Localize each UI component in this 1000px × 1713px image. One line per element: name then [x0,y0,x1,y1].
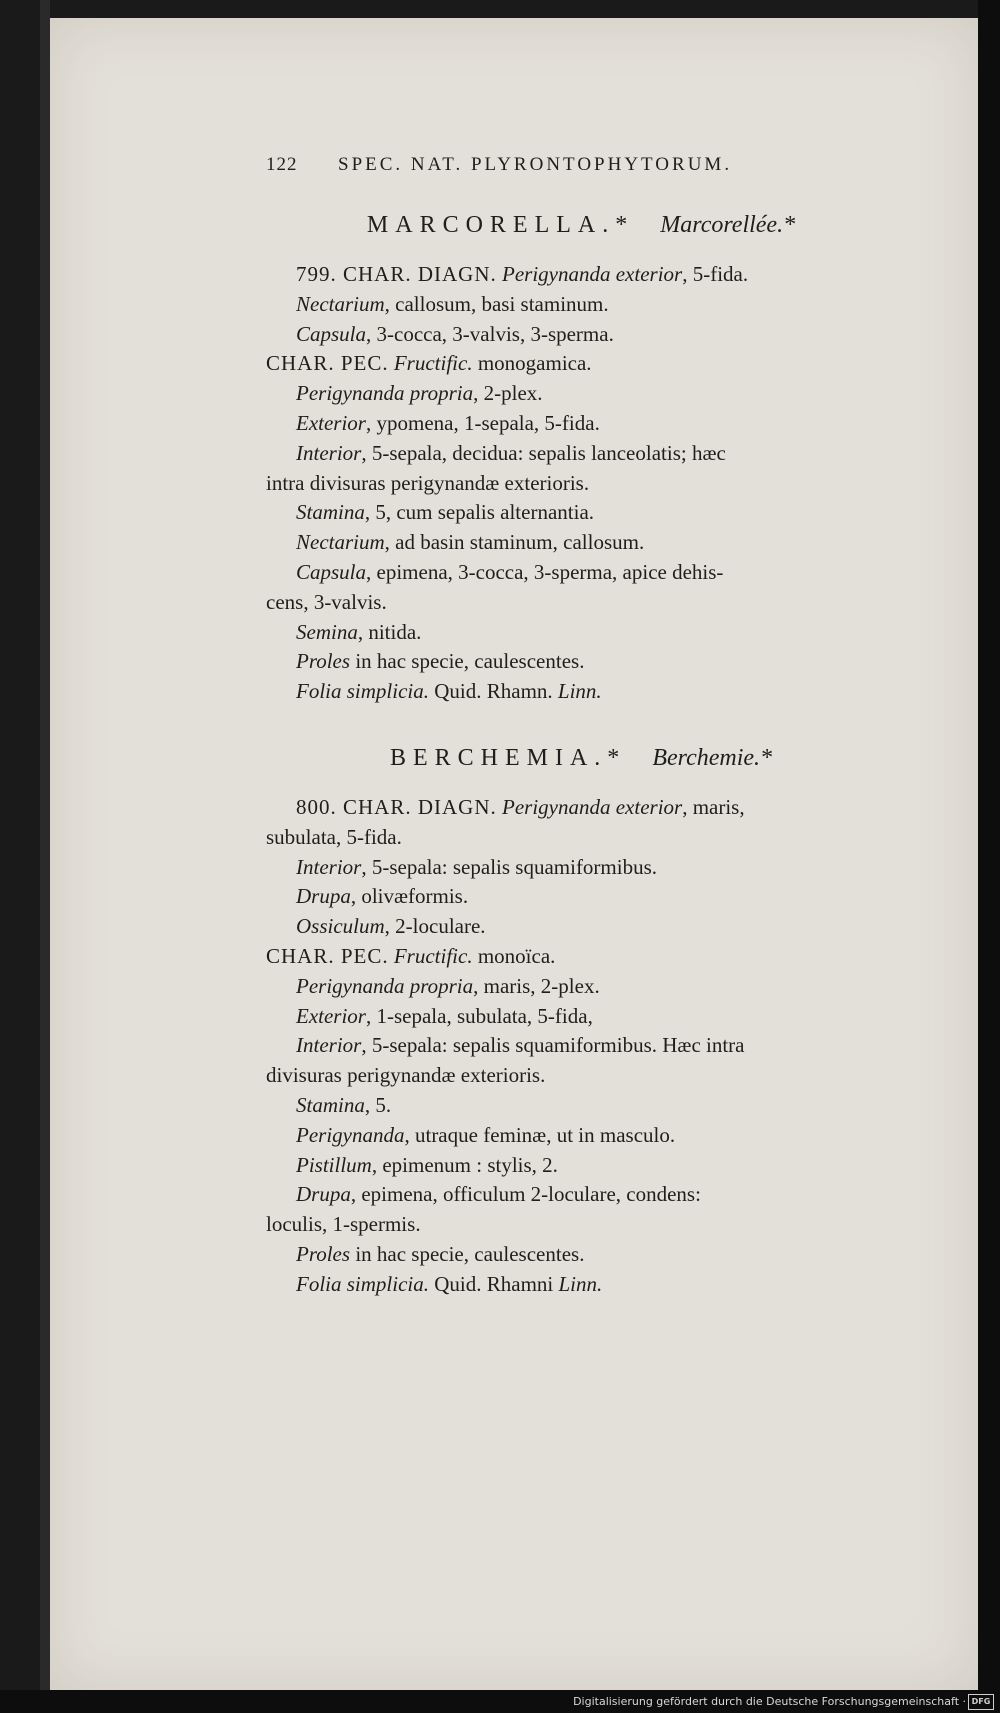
text-line: Capsula, epimena, 3-cocca, 3-sperma, apice dehis- [296,559,724,584]
text-line: Drupa, olivæformis. [296,884,469,909]
text-line: Nectarium, ad basin staminum, callosum. [296,530,645,555]
text-line: Pistillum, epimenum : stylis, 2. [296,1152,558,1177]
running-title: SPEC. NAT. PLYRONTOPHYTORUM. [338,154,733,175]
page-number: 122 [266,154,298,175]
text-line: 799. CHAR. DIAGN. Perigynanda exterior, 5-fida. [296,262,749,286]
text-line: CHAR. PEC. Fructific. monogamica. [266,351,592,376]
genus-heading-berchemia [266,723,896,793]
page-edge-left [40,0,50,1713]
genus-vernacular: Marcorellée.* [660,212,796,238]
text-line: Exterior, ypomena, 1-sepala, 5-fida. [296,410,600,435]
page-edge-right [978,0,1000,1713]
page-text [266,150,896,1300]
text-line: Exterior, 1-sepala, subulata, 5-fida, [296,1003,593,1028]
text-line: loculis, 1-spermis. [266,1212,421,1237]
text-line: Perigynanda, utraque feminæ, ut in masculo. [296,1122,676,1147]
text-line: Folia simplicia. Quid. Rhamni Linn. [296,1271,603,1296]
text-line: Folia simplicia. Quid. Rhamn. Linn. [296,679,602,704]
running-head [266,150,896,190]
text-line: Proles in hac specie, caulescentes. [296,649,585,674]
genus-name: BERCHEMIA.* [389,744,627,771]
text-line: divisuras perigynandæ exterioris. [266,1063,546,1088]
text-line: Stamina, 5. [296,1092,392,1117]
text-line: 800. CHAR. DIAGN. Perigynanda exterior, maris, [296,794,745,819]
text-line: subulata, 5-fida. [266,824,402,849]
genus-heading-marcorella [266,190,896,260]
text-line: Semina, nitida. [296,619,422,644]
text-line: Interior, 5-sepala, decidua: sepalis lanceolatis; hæc [296,440,726,465]
text-line: Capsula, 3-cocca, 3-valvis, 3-sperma. [296,321,614,346]
dfg-logo-icon: DFG [968,1694,994,1710]
text-line: Proles in hac specie, caulescentes. [296,1241,585,1266]
text-line: Interior, 5-sepala: sepalis squamiformibus. Hæc intra [296,1033,745,1058]
genus-vernacular: Berchemie.* [652,744,773,771]
text-line: Interior, 5-sepala: sepalis squamiformibus. [296,854,658,879]
text-line: Perigynanda propria, 2-plex. [296,381,543,406]
text-line: cens, 3-valvis. [266,589,387,614]
text-line: Drupa, epimena, officulum 2-loculare, condens: [296,1182,701,1207]
text-line: intra divisuras perigynandæ exterioris. [266,470,590,495]
text-line: Nectarium, callosum, basi staminum. [296,291,609,316]
genus-name: MARCORELLA.* [366,212,635,238]
text-line: CHAR. PEC. Fructific. monoïca. [266,943,556,968]
text-line: Perigynanda propria, maris, 2-plex. [296,973,600,998]
digitization-footer: Digitalisierung gefördert durch die Deutsche Forschungsgemeinschaft · [0,1690,1000,1713]
text-line: Stamina, 5, cum sepalis alternantia. [296,500,595,525]
text-line: Ossiculum, 2-loculare. [296,914,486,939]
